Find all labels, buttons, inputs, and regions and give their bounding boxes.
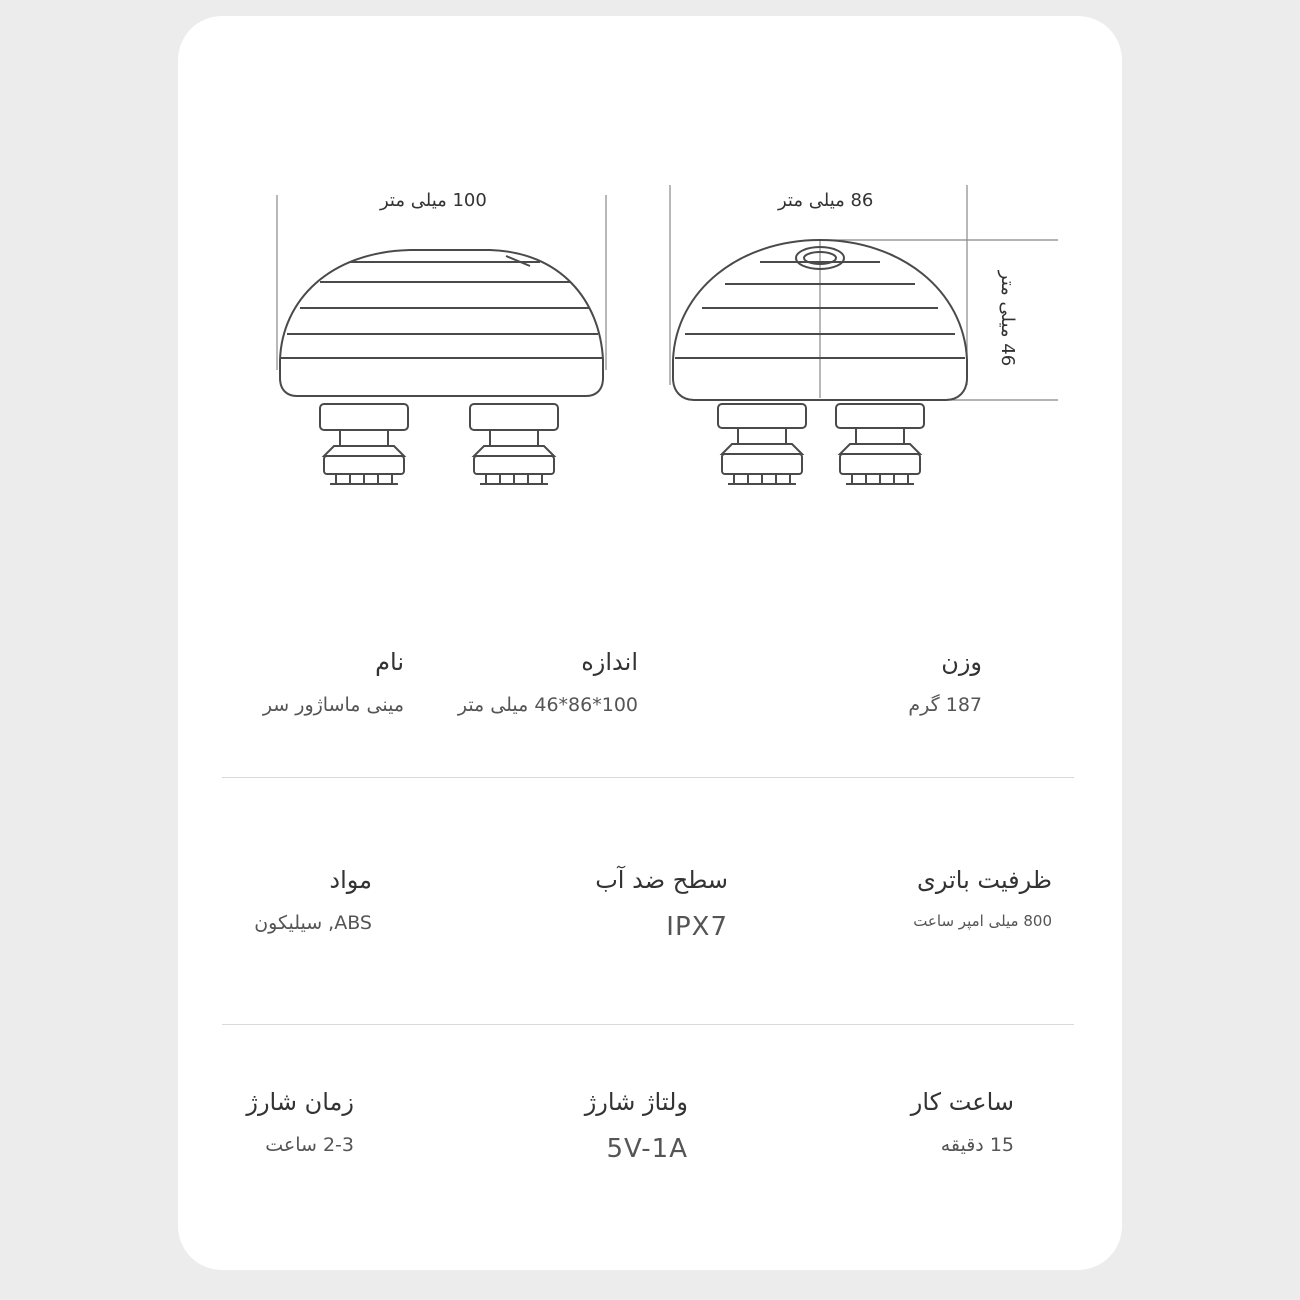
spec-size-value: 100*86*46 میلی متر	[457, 694, 638, 716]
spec-size	[458, 648, 638, 716]
spec-size-label: اندازه	[581, 648, 638, 676]
spec-work-time-value: 15 دقیقه	[940, 1134, 1014, 1156]
spec-waterproof-value: IPX7	[666, 912, 728, 942]
spec-weight	[908, 648, 982, 716]
spec-work-time	[911, 1088, 1014, 1156]
spec-name	[263, 648, 404, 716]
spec-name-label: نام	[375, 648, 404, 676]
spec-battery-label: ظرفیت باتری	[917, 866, 1052, 894]
spec-charge-time	[246, 1088, 354, 1156]
row-divider	[222, 777, 1074, 778]
spec-material	[254, 866, 372, 934]
spec-weight-label: وزن	[941, 648, 982, 676]
spec-charge-time-label: زمان شارژ	[246, 1088, 354, 1116]
spec-material-value: ABS, سیلیکون	[254, 912, 372, 934]
spec-charge-voltage-value: 5V-1A	[606, 1134, 688, 1164]
spec-waterproof	[595, 866, 728, 942]
spec-weight-value: 187 گرم	[908, 694, 982, 716]
spec-work-time-label: ساعت کار	[910, 1088, 1014, 1116]
spec-battery-value: 800 میلی امپر ساعت	[913, 912, 1052, 930]
side-view-drawing	[277, 195, 606, 484]
height-dimension: 46 میلی متر	[997, 270, 1019, 367]
spec-charge-voltage	[585, 1088, 688, 1164]
row-divider	[222, 1024, 1074, 1025]
width-dimension-right: 86 میلی متر	[778, 190, 874, 211]
spec-charge-time-value: 2-3 ساعت	[265, 1134, 354, 1156]
spec-charge-voltage-label: ولتاژ شارژ	[584, 1088, 688, 1116]
width-dimension-left: 100 میلی متر	[380, 190, 487, 211]
spec-waterproof-label: سطح ضد آب	[595, 866, 728, 894]
spec-material-label: مواد	[329, 866, 372, 894]
spec-name-value: مینی ماساژور سر	[262, 694, 404, 716]
spec-battery	[913, 866, 1052, 930]
